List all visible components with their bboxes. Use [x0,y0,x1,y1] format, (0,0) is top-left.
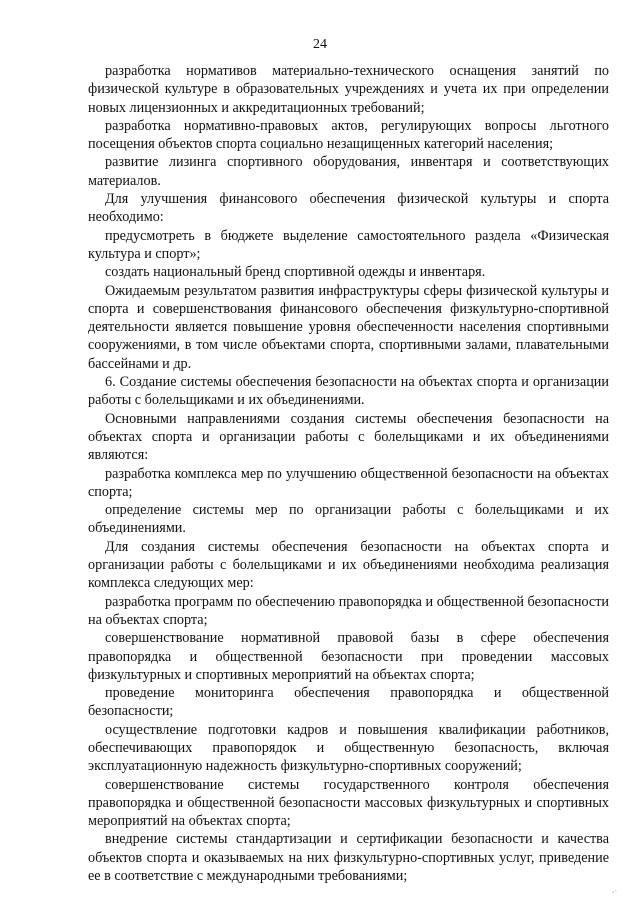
paragraph: создать национальный бренд спортивной одежды и инвентаря. [105,264,486,281]
body-text [88,62,609,885]
page-number: 24 [313,37,327,52]
paragraph: внедрение системы стандартизации и сертификации безопасности и качества объектов спорта и оказываемых на них физкультурно-спортивных услуг, приведение ее в соответствие с международными требованиями; [88,831,609,885]
paragraph: Для улучшения финансового обеспечения физической культуры и спорта необходимо: [88,191,609,226]
paragraph: разработка комплекса мер по улучшению общественной безопасности на объектах спорта; [88,465,609,500]
paragraph: разработка нормативов материально-технического оснащения занятий по физической культуре в образовательных учреждениях и учета их при определении новых лицензионных и аккредитационных требований; [88,63,609,116]
paragraph: разработка нормативно-правовых актов, регулирующих вопросы льготного посещения объектов спорта социально незащищенных категорий населения; [88,117,609,153]
section-heading: 6. Создание системы обеспечения безопасности на объектах спорта и организации работы с болельщиками и их объединениями. [88,374,609,409]
paragraph: определение системы мер по организации работы с болельщиками и их объединениями. [88,502,609,537]
paragraph: разработка программ по обеспечению правопорядка и общественной безопасности на объектах спорта; [88,593,609,628]
paragraph: развитие лизинга спортивного оборудования, инвентаря и соответствующих материалов. [88,154,609,189]
paragraph: проведение мониторинга обеспечения правопорядка и общественной безопасности; [88,685,609,720]
paragraph: совершенствование нормативной правовой базы в сфере обеспечения правопорядка и общественной безопасности при проведении массовых физкультурных и спортивных мероприятий на объектах спорта; [88,630,609,683]
scan-speck: ⸳· [612,887,618,897]
paragraph: совершенствование системы государственного контроля обеспечения правопорядка и общественной безопасности массовых физкультурных и спортивных мероприятий на объектах спорта; [88,776,609,830]
paragraph: Основными направлениями создания системы обеспечения безопасности на объектах спорта и организации работы с болельщиками и их объединениями являются: [88,410,609,464]
paragraph: предусмотреть в бюджете выделение самостоятельного раздела «Физическая культура и спорт»; [88,227,609,262]
paragraph: Для создания системы обеспечения безопасности на объектах спорта и организации работы с болельщиками и их объединениями необходима реализация комплекса следующих мер: [88,538,609,592]
paragraph: осуществление подготовки кадров и повышения квалификации работников, обеспечивающих правопорядок и общественную безопасность, включая эксплуатационную надежность физкультурно-спортивных сооружений; [88,721,609,775]
paragraph: Ожидаемым результатом развития инфраструктуры сферы физической культуры и спорта и совершенствования финансового обеспечения физкультурно-спортивной деятельности является повышение уровня обеспеченности населения спортивными сооружениями, в том числе объектами спорта, спортивными залами, плавательными бассейнами и др. [88,282,609,372]
